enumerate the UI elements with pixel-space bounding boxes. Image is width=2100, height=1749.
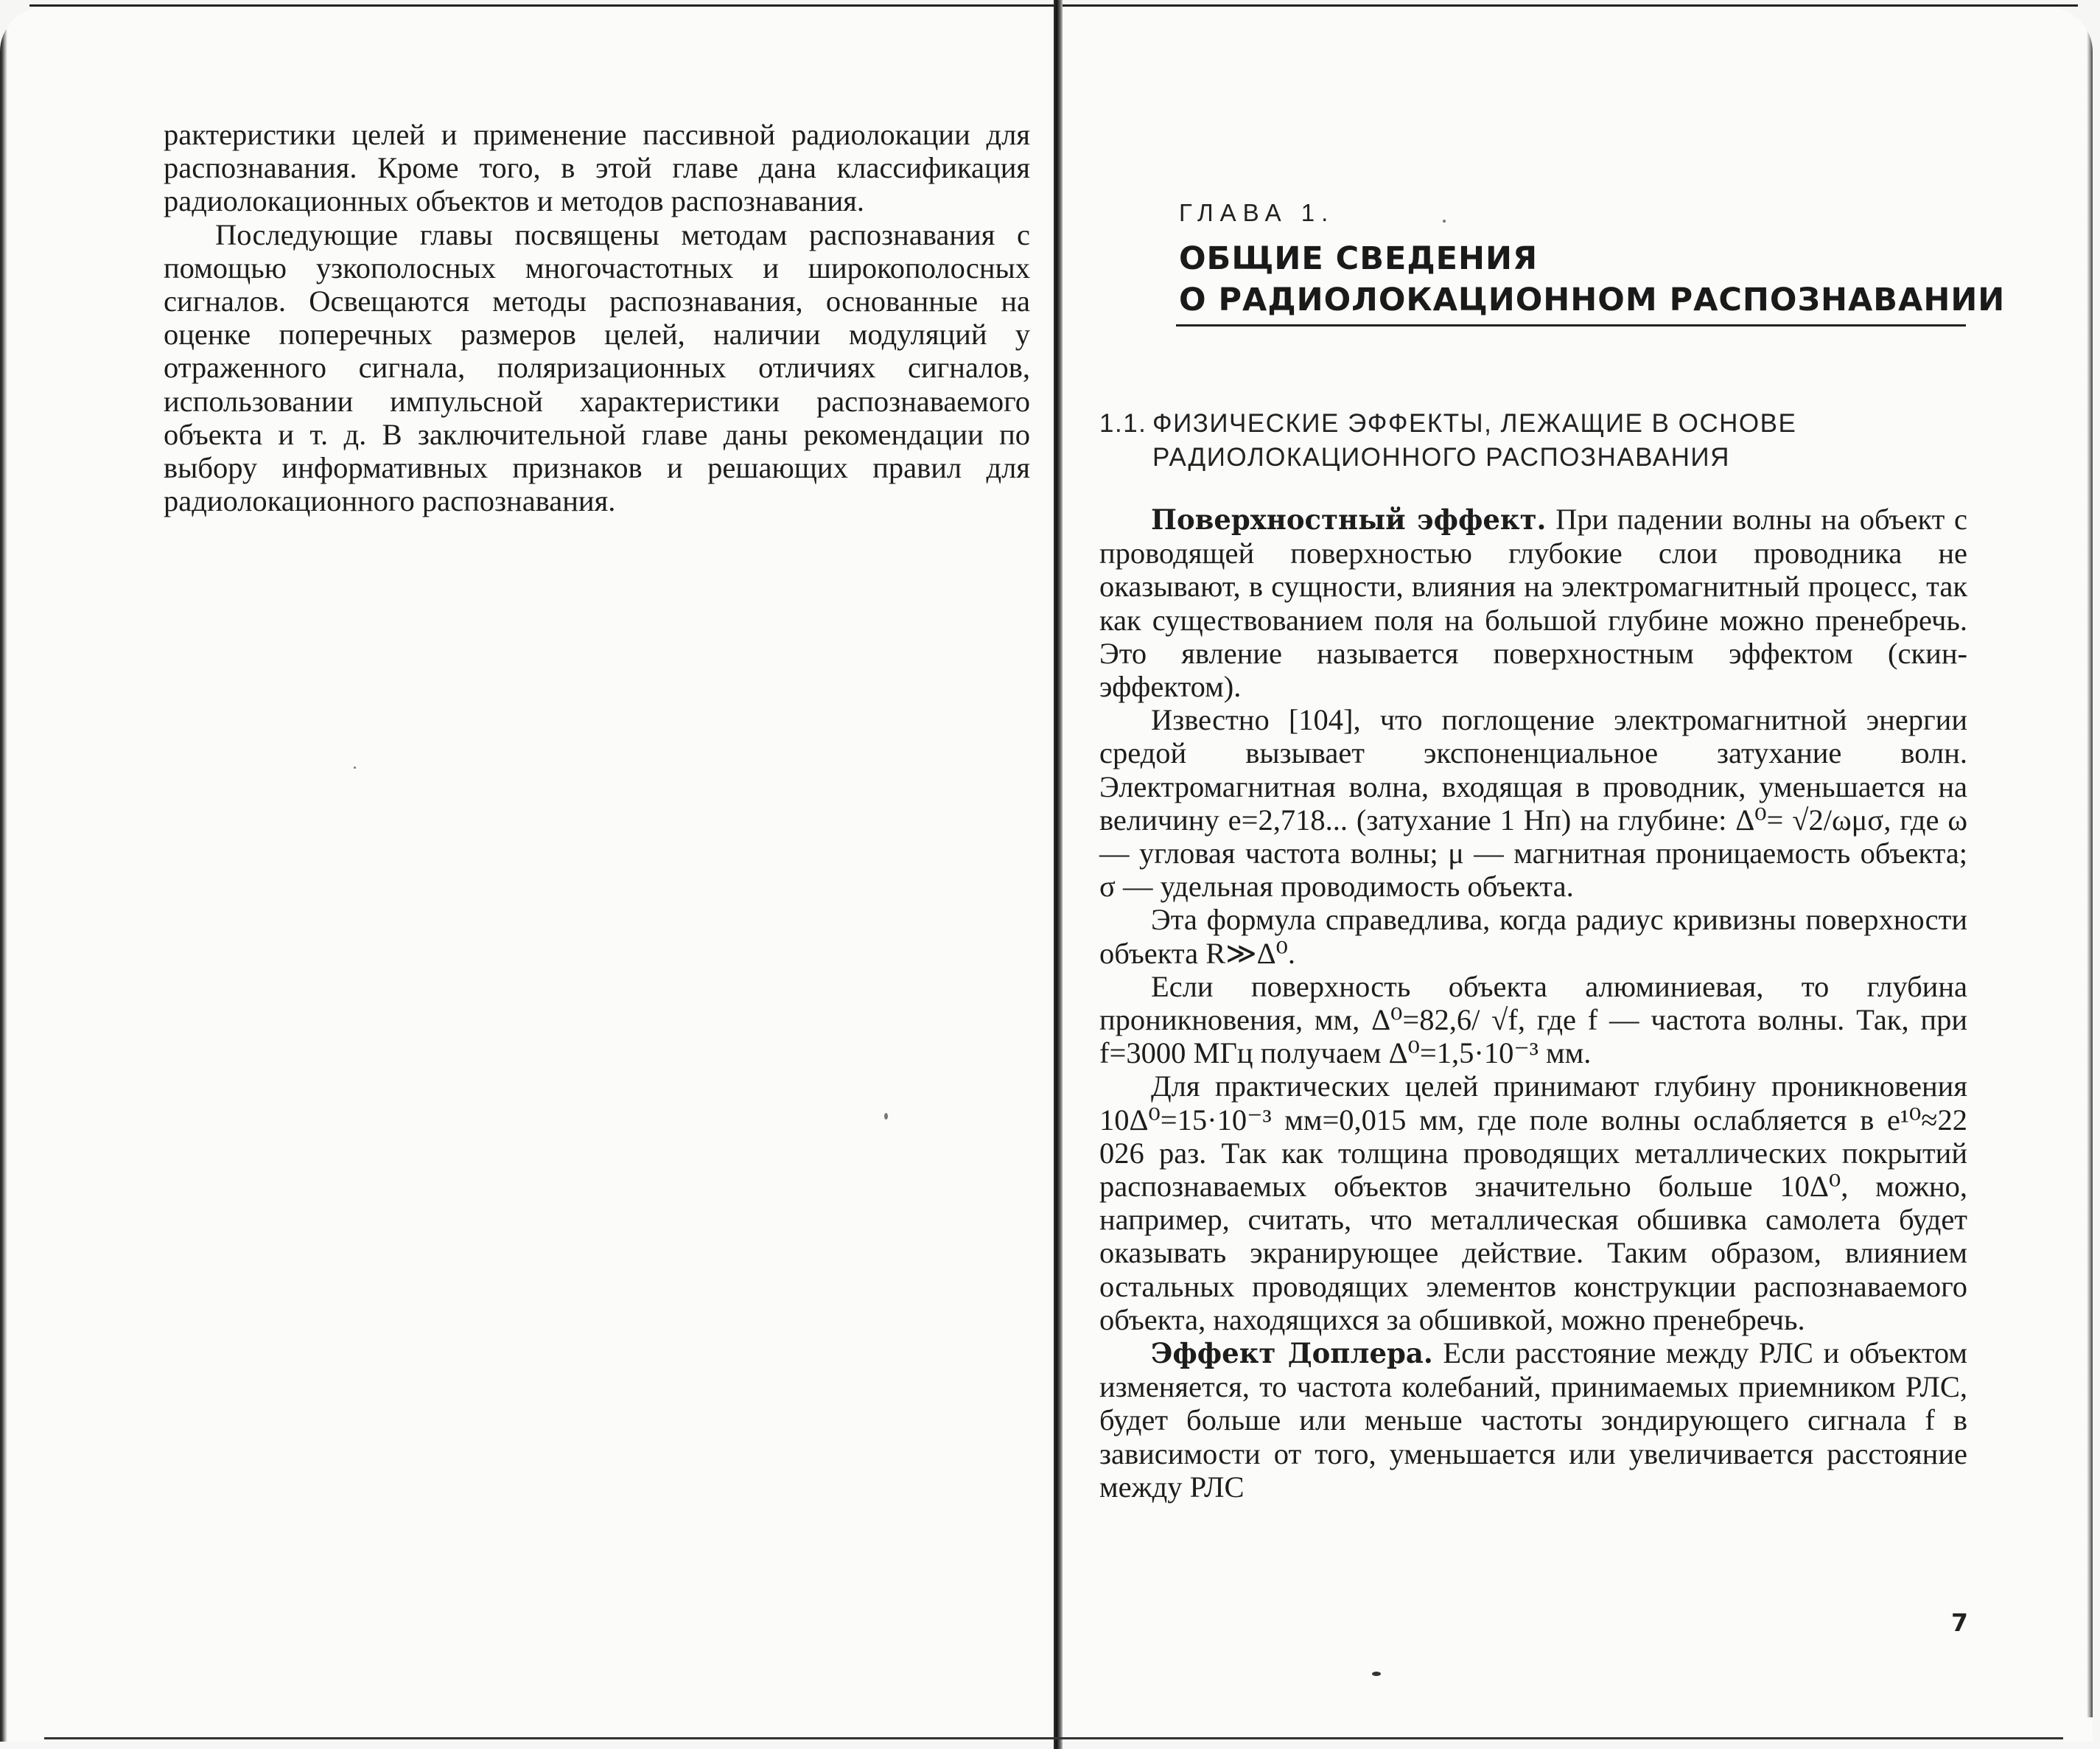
- section-number: 1.1.: [1099, 409, 1147, 438]
- scan-bottom-border: [44, 1737, 2063, 1739]
- chapter-title-rule: [1176, 324, 1966, 327]
- page-number: 7: [1951, 1608, 1968, 1637]
- paragraph-skin-effect: [1099, 503, 1967, 703]
- paragraph-practical-depth: Для практических целей принимают глубину проникновения 10Δ⁰=15·10⁻³ мм=0,015 мм, где поле волны ослабляется в e¹⁰≈22 026 раз. Так как толщина проводящих металлических покрытий распознаваемых объектов значительно больше 10Δ⁰, можно, например, считать, что металлическая обшивка самолета будет оказывать экранирующее действие. Таким образом, влиянием остальных проводящих элементов конструкции распознаваемого объекта, находящихся за обшивкой, можно пренебречь.: [1099, 1069, 1967, 1336]
- left-page-text: [164, 118, 1030, 517]
- chapter-title-line-1: ОБЩИЕ СВЕДЕНИЯ: [1179, 240, 1539, 277]
- paragraph-aluminium: Если поверхность объекта алюминиевая, то глубина проникновения, мм, Δ⁰=82,6/ √f, где f — частота волны. Так, при f=3000 МГц получаем Δ⁰=1,5·10⁻³ мм.: [1099, 969, 1967, 1070]
- section-title-line-1: ФИЗИЧЕСКИЕ ЭФФЕКТЫ, ЛЕЖАЩИЕ В ОСНОВЕ: [1152, 409, 1797, 438]
- section-heading: [1099, 407, 1969, 475]
- paragraph-formula-validity: Эта формула справедлива, когда радиус кривизны поверхности объекта R≫Δ⁰.: [1099, 903, 1967, 970]
- book-gutter: [1054, 0, 1063, 1749]
- section-title-line-2: РАДИОЛОКАЦИОННОГО РАСПОЗНАВАНИЯ: [1152, 443, 1730, 472]
- left-page-edge: [0, 29, 7, 1742]
- scan-speck: [884, 1113, 888, 1120]
- paragraph-doppler-text: Если расстояние между РЛС и объектом изменяется, то частота колебаний, принимаемых приемником РЛС, будет больше или меньше частоты зондирующего сигнала f в зависимости от того, уменьшается или увеличивается расстояние между РЛС: [1099, 1336, 1967, 1504]
- scan-speck: [1443, 220, 1446, 223]
- chapter-title-line-2: О РАДИОЛОКАЦИОННОМ РАСПОЗНАВАНИИ: [1179, 282, 2006, 318]
- right-page-text: [1099, 503, 1967, 1504]
- paragraph-attenuation: Известно [104], что поглощение электромагнитной энергии средой вызывает экспоненциальное затухание волн. Электромагнитная волна, входящая в проводник, уменьшается на величину e=2,718... (затухание 1 Нп) на глубине: Δ⁰= √2/ωμσ, где ω — угловая частота волны; μ — магнитная проницаемость объекта; σ — удельная проводимость объекта.: [1099, 703, 1967, 904]
- paragraph-skin-effect-text: При падении волны на объект с проводящей поверхностью глубокие слои проводника не оказывают, в сущности, влияния на электромагнитный процесс, так как существованием поля на большой глубине можно пренебречь. Это явление называется поверхностным эффектом (скин-эффектом).: [1099, 503, 1967, 704]
- term-doppler: Эффект Доплера.: [1151, 1337, 1433, 1370]
- left-paragraph-1: рактеристики целей и применение пассивной радиолокации для распознавания. Кроме того, в этой главе дана классификация радиолокационных объектов и методов распознавания.: [164, 118, 1030, 218]
- paragraph-doppler: [1099, 1336, 1967, 1504]
- left-paragraph-2: Последующие главы посвящены методам распознавания с помощью узкополосных многочастотных и широкополосных сигналов. Освещаются методы распознавания, основанные на оценке поперечных размеров целей, наличии модуляций у отраженного сигнала, поляризационных отличиях сигналов, использовании импульсной характеристики распознаваемого объекта и т. д. В заключительной главе даны рекомендации по выбору информативных признаков и решающих правил для радиолокационного распознавания.: [164, 217, 1030, 518]
- right-page-edge: [2087, 22, 2093, 1717]
- chapter-label: ГЛАВА 1.: [1179, 199, 1335, 226]
- chapter-title: [1179, 238, 2006, 321]
- term-skin-effect: Поверхностный эффект.: [1151, 503, 1547, 536]
- scan-speck: [354, 767, 356, 769]
- scan-speck: [1372, 1672, 1381, 1676]
